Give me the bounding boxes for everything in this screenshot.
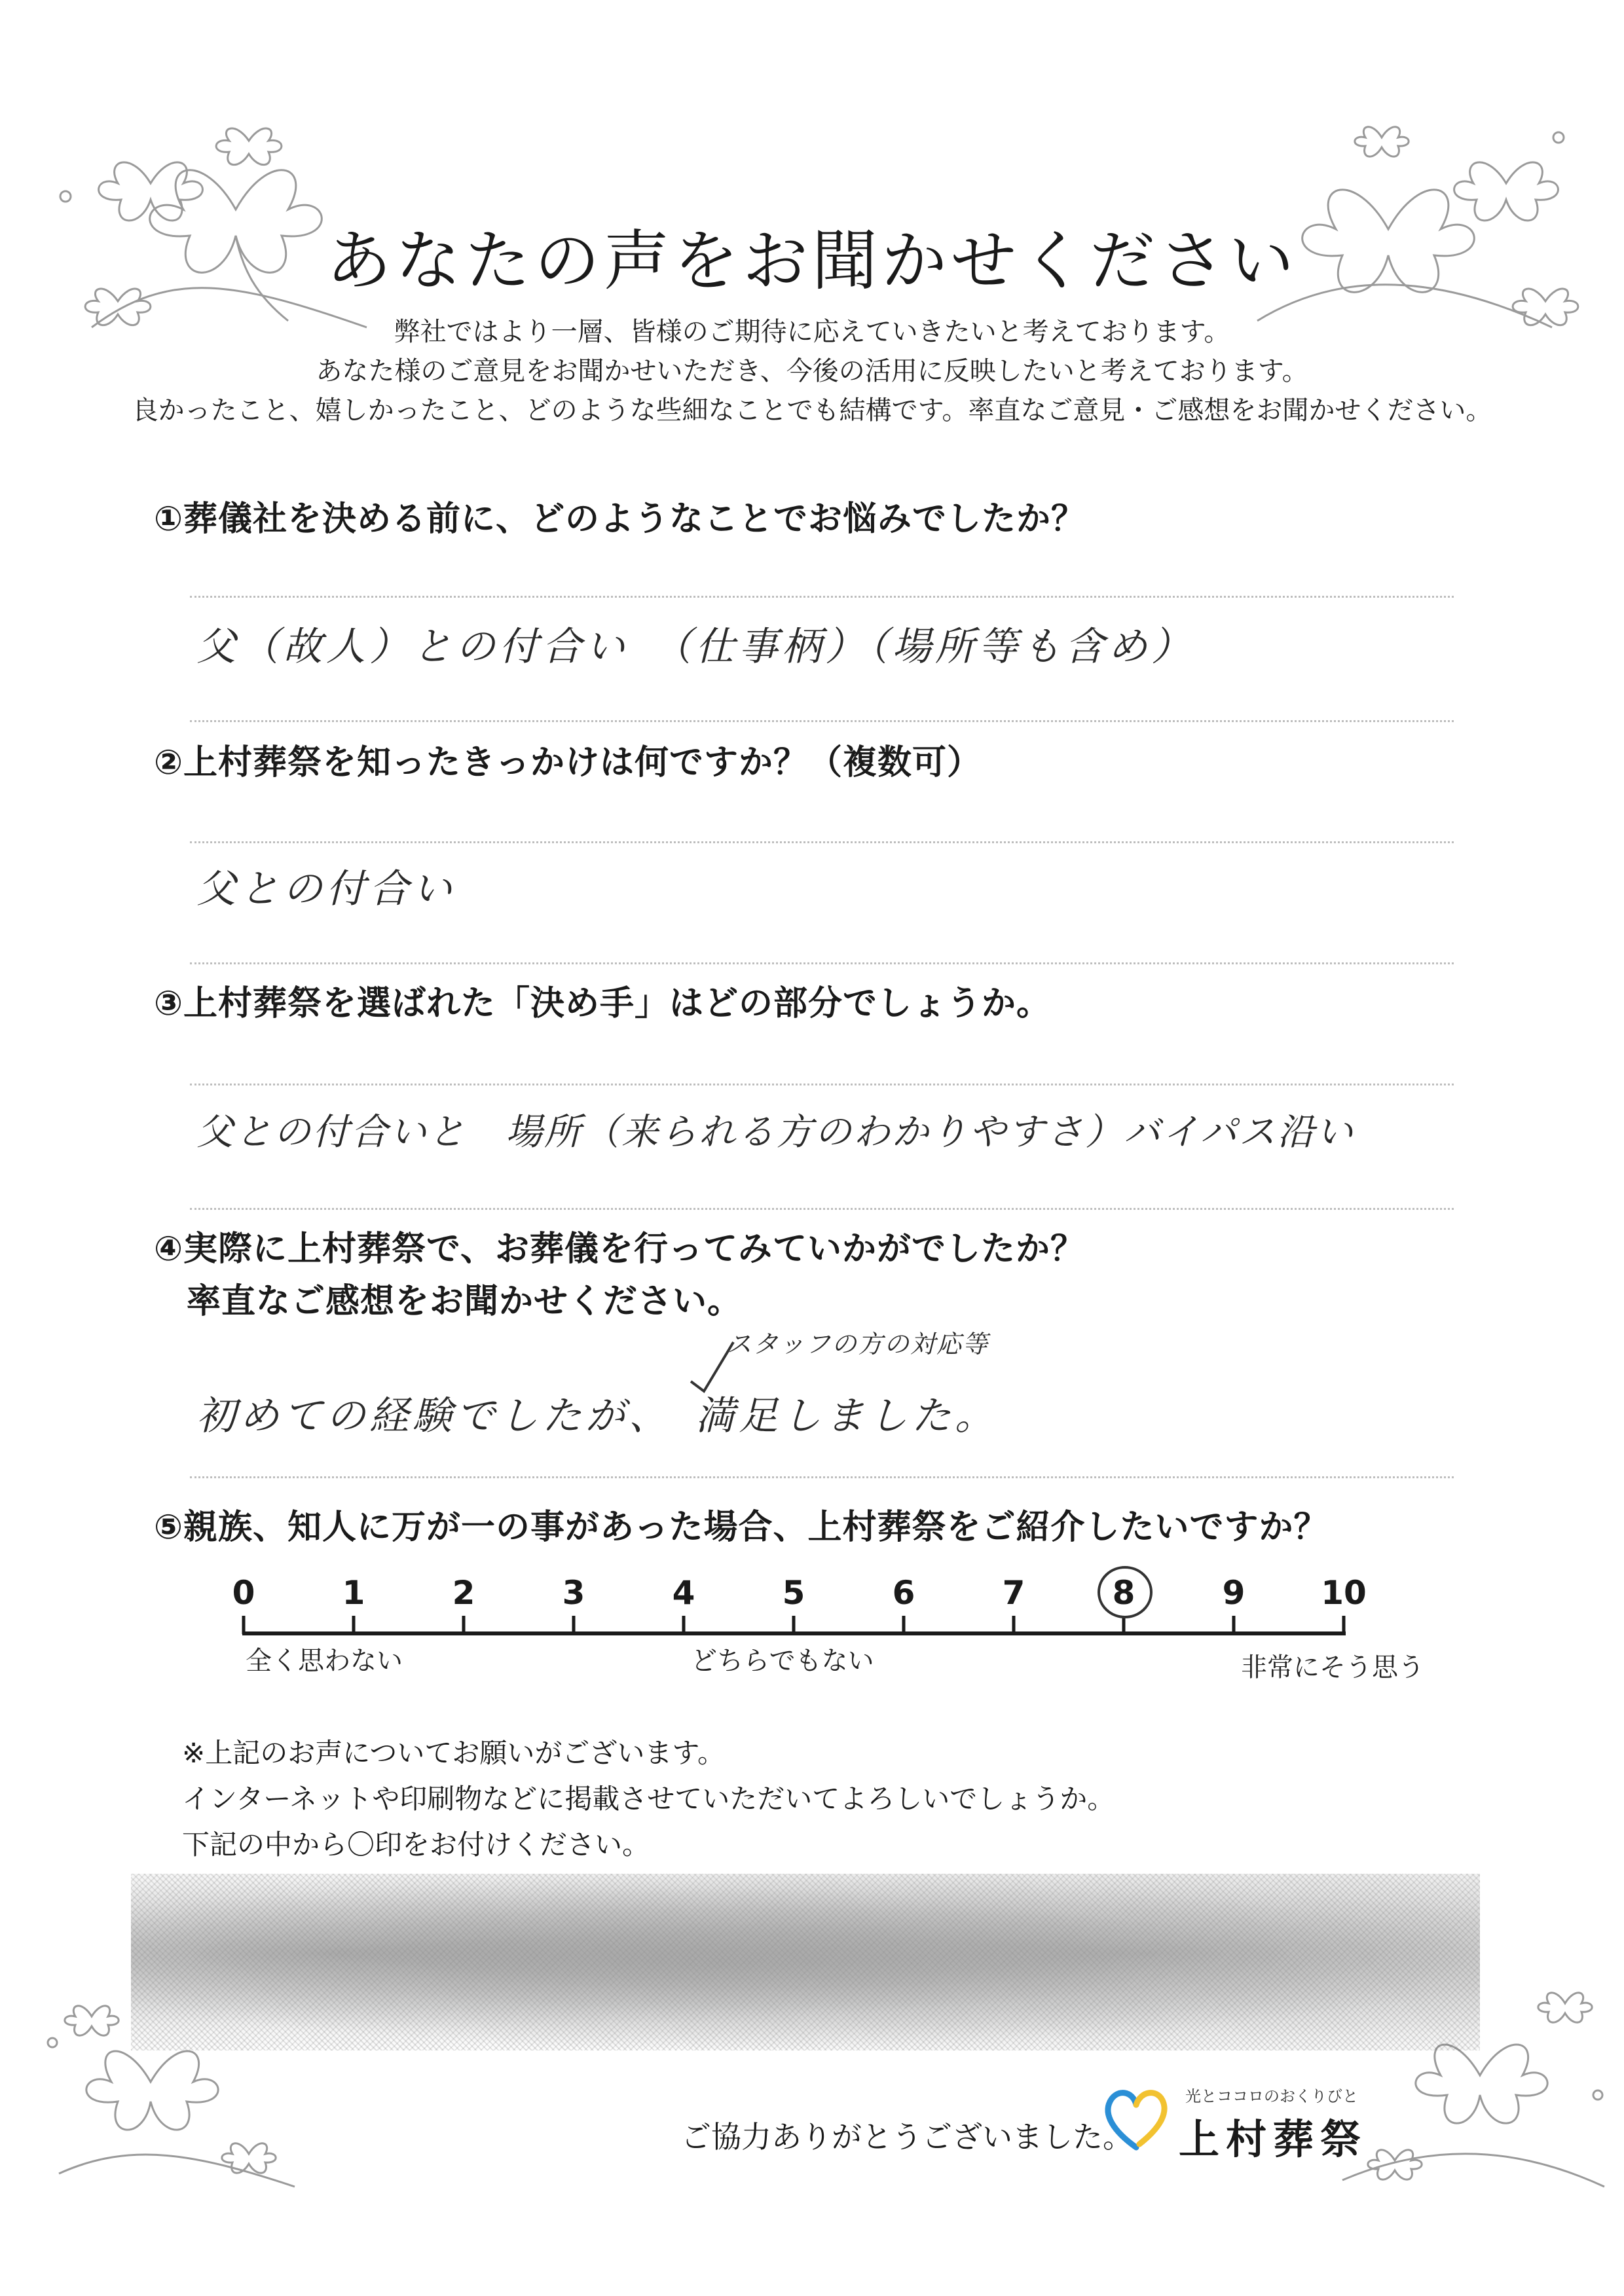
question-4-line-2: 率直なご感想をお聞かせください。 <box>187 1282 743 1321</box>
flower-icon <box>216 128 282 165</box>
answer-q3: 父との付合いと 場所（来られる方のわかりやすさ）バイパス沿い <box>196 1111 1355 1154</box>
answer-line <box>190 1208 1454 1210</box>
answer-q4: 初めての経験でしたが、 満足しました。 <box>196 1393 998 1439</box>
question-2: ②上村葬祭を知ったきっかけは何ですか？（複数可） <box>154 743 982 782</box>
question-1: ①葬儀社を決める前に、どのようなことでお悩みでしたか？ <box>154 500 1086 539</box>
answer-q1: 父（故人）との付合い （仕事柄）（場所等も含め） <box>196 624 1194 670</box>
scale-tick-label-3: 3 <box>562 1574 585 1612</box>
question-4: ④実際に上村葬祭で、お葬儀を行ってみていかがでしたか？ <box>154 1230 1085 1269</box>
note-line-1: ※上記のお声についてお願いがございます。 <box>182 1737 725 1769</box>
scale-tick-label-2: 2 <box>452 1574 475 1612</box>
flower-icon <box>1368 2150 1422 2179</box>
question-3: ③上村葬祭を選ばれた「決め手」はどの部分でしょうか。 <box>154 984 1052 1023</box>
footer-thanks: ご協力ありがとうございました。 <box>681 2119 1133 2155</box>
scale-tick-label-4: 4 <box>672 1574 695 1612</box>
scale-label-left: 全く思わない <box>246 1646 403 1676</box>
heart-logo-icon <box>1100 2079 1172 2157</box>
scale-tick-label-10: 10 <box>1321 1574 1367 1612</box>
answer-line <box>190 841 1454 843</box>
flower-icon <box>222 2143 276 2173</box>
scale-tick-label-8: 8 <box>1112 1574 1135 1612</box>
scale-tick-label-1: 1 <box>342 1574 365 1612</box>
answer-line <box>190 1084 1454 1085</box>
logo-tagline: 光とココロのおくりびと <box>1185 2087 1358 2105</box>
scale-tick-label-5: 5 <box>782 1574 805 1612</box>
answer-line <box>190 720 1454 722</box>
question-5: ⑤親族、知人に万が一の事があった場合、上村葬祭をご紹介したいですか？ <box>154 1508 1329 1547</box>
clover-icon <box>1416 2045 1547 2123</box>
note-line-3: 下記の中から〇印をお付けください。 <box>182 1829 650 1861</box>
scale-label-middle: どちらでもない <box>691 1646 874 1676</box>
scale-tick-label-7: 7 <box>1002 1574 1025 1612</box>
page-title: あなたの声をお聞かせください <box>326 223 1298 299</box>
logo-name: 上村葬祭 <box>1179 2115 1368 2163</box>
intro-line-1: 弊社ではより一層、皆様のご期待に応えていきたいと考えております。 <box>394 317 1230 347</box>
answer-line <box>190 1476 1454 1478</box>
answer-line <box>190 962 1454 964</box>
flower-icon <box>1355 127 1409 156</box>
scale-tick-label-6: 6 <box>892 1574 915 1612</box>
answer-q2: 父との付合い <box>196 866 456 912</box>
scale-tick-label-0: 0 <box>232 1574 255 1612</box>
answer-q4-insert: スタッフの方の対応等 <box>727 1330 989 1358</box>
clover-icon <box>86 2051 218 2130</box>
intro-line-3: 良かったこと、嬉しかったこと、どのような些細なことでも結構です。率直なご意見・ご感想をお聞かせください。 <box>132 395 1492 426</box>
flower-icon <box>65 2006 119 2035</box>
redacted-area <box>131 1874 1480 2050</box>
answer-line <box>190 596 1454 598</box>
note-line-2: インターネットや印刷物などに掲載させていただいてよろしいでしょうか。 <box>182 1783 1115 1815</box>
scale-tick-label-9: 9 <box>1222 1574 1246 1612</box>
flower-icon <box>1538 1993 1592 2022</box>
scale-label-right: 非常にそう思う <box>1241 1652 1424 1683</box>
intro-line-2: あなた様のご意見をお聞かせいただき、今後の活用に反映したいと考えております。 <box>316 356 1308 386</box>
